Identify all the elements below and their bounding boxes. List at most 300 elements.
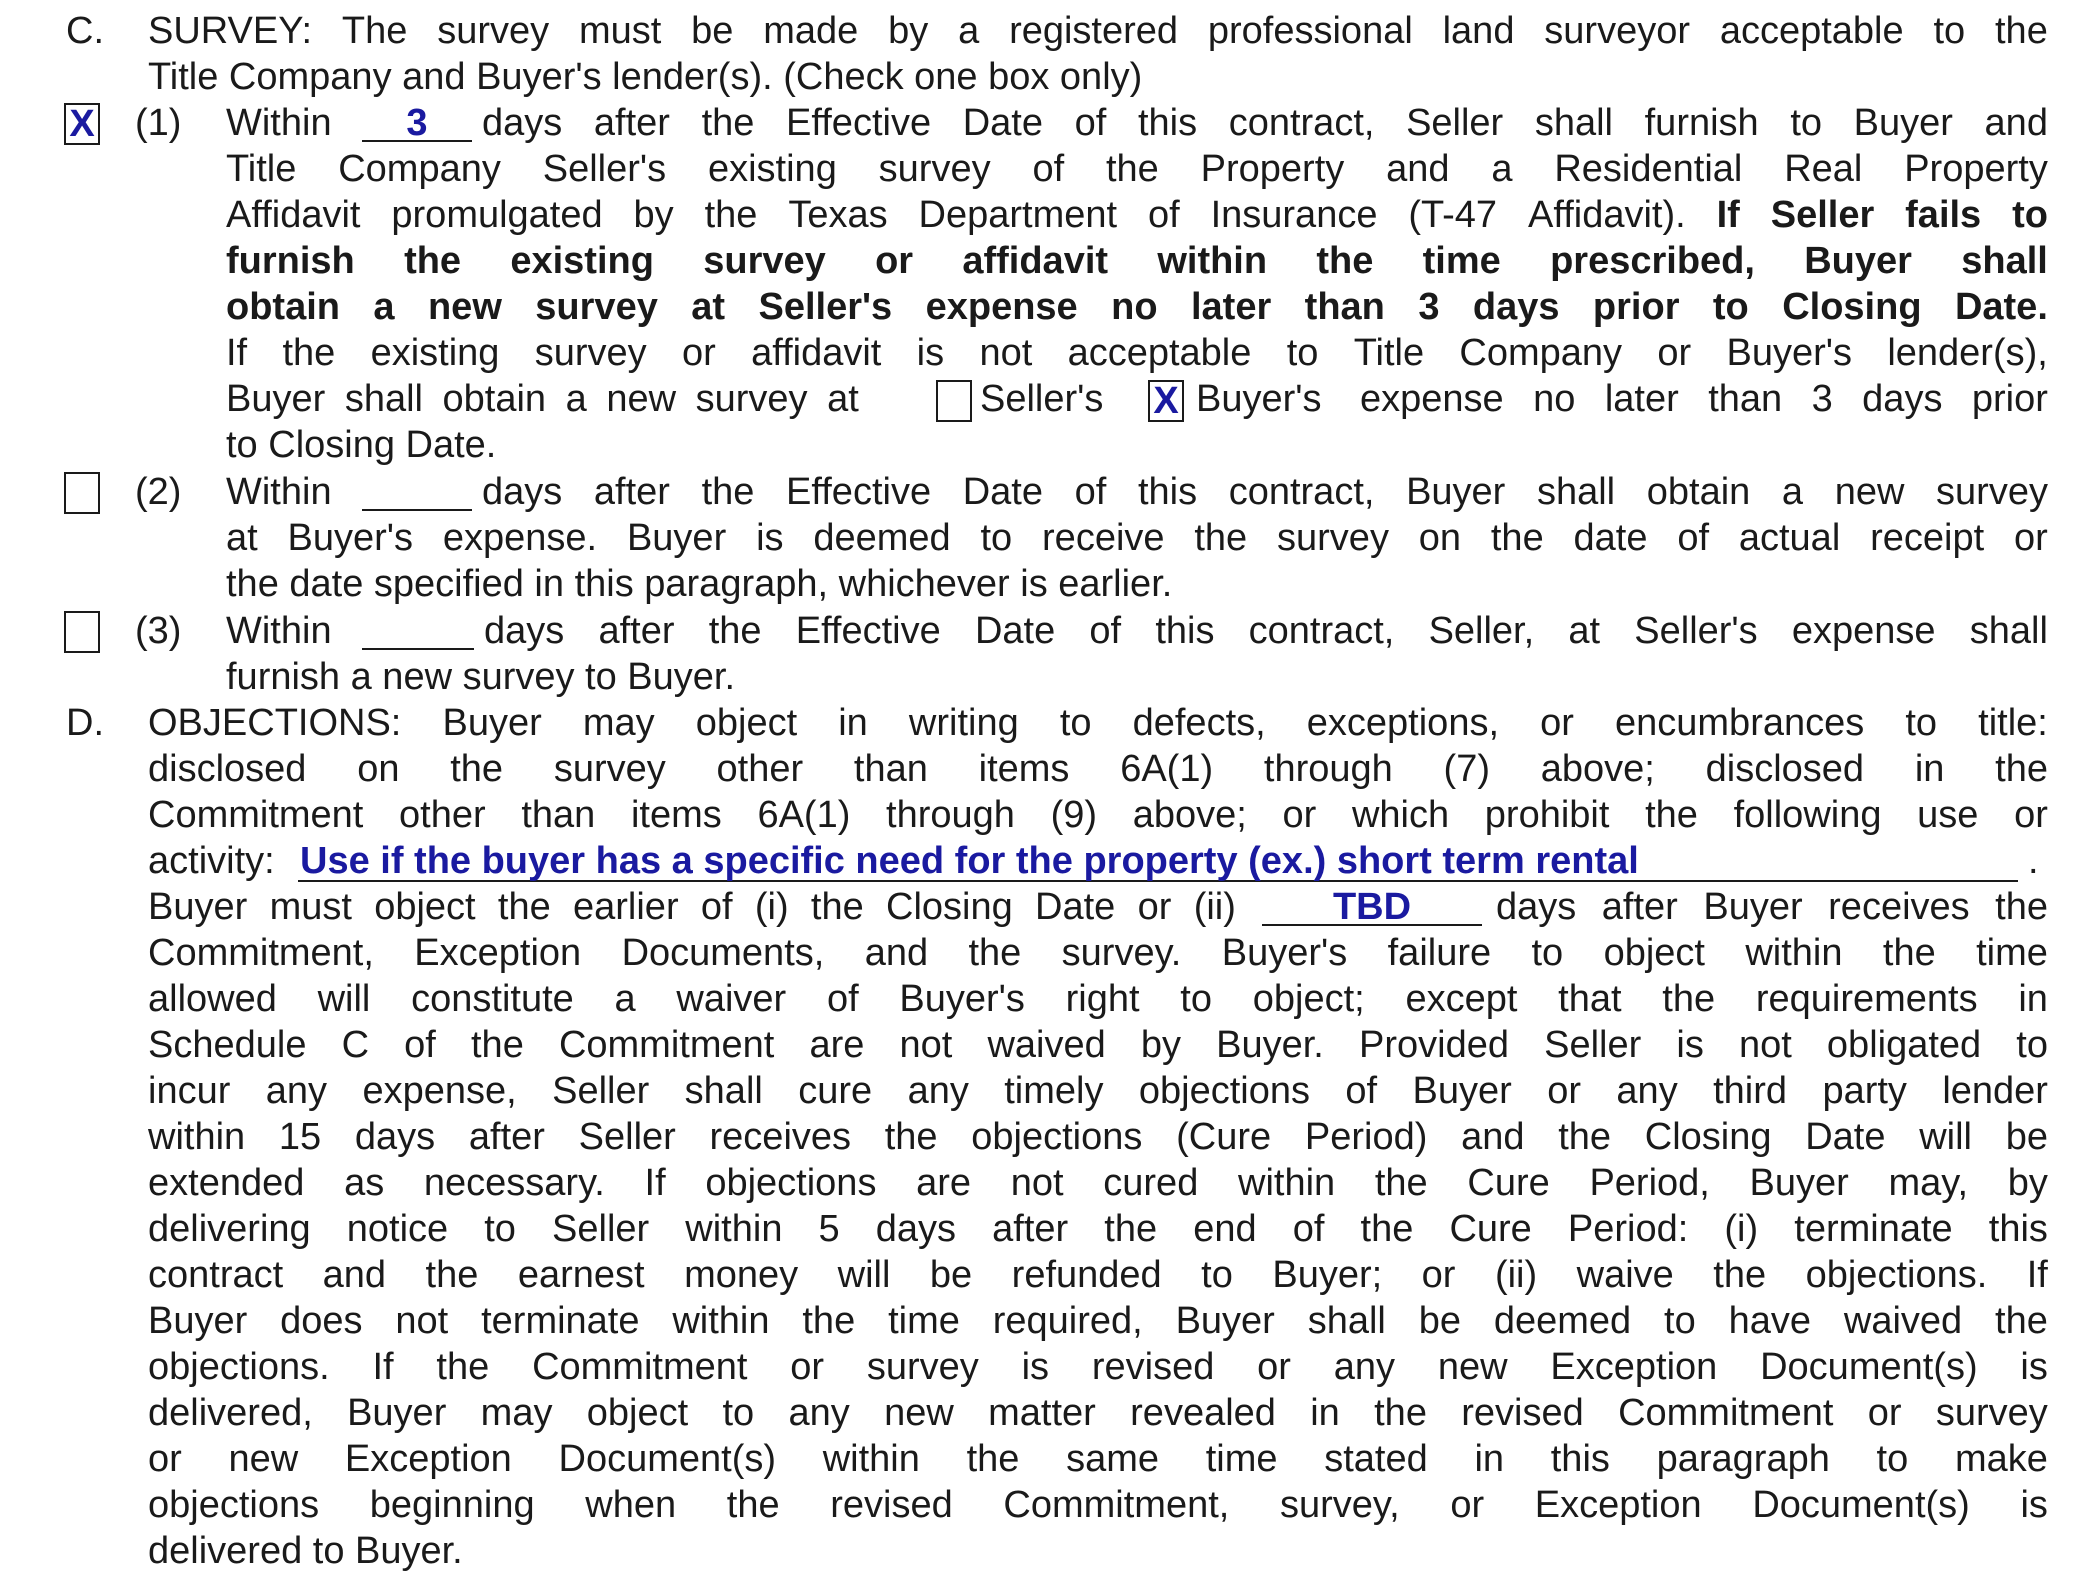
justified-text	[482, 469, 2048, 515]
word: 6A(1)	[757, 794, 851, 836]
word: the	[471, 1024, 524, 1066]
word: in	[1474, 1438, 1505, 1480]
word: the	[425, 1254, 479, 1296]
option-1-line-7	[0, 376, 2084, 422]
word: than	[1304, 286, 1385, 328]
word: the	[1360, 1208, 1414, 1250]
word: Affidavit	[226, 194, 361, 236]
word: necessary.	[423, 1162, 605, 1204]
word: no	[1533, 378, 1576, 420]
justified-text	[226, 146, 2048, 192]
word: a	[373, 286, 395, 328]
word: be	[1418, 1300, 1461, 1342]
word: within	[685, 1208, 783, 1250]
word: same	[1066, 1438, 1160, 1480]
word: new	[1834, 471, 1905, 513]
word: to	[1201, 1254, 1233, 1296]
word: expense	[925, 286, 1078, 328]
word: the	[1316, 240, 1374, 282]
justified-text	[1360, 376, 2048, 422]
word: incur	[148, 1070, 231, 1112]
word: Insurance	[1210, 194, 1378, 236]
justified-text	[148, 1344, 2048, 1390]
option-number: (2)	[135, 471, 182, 513]
word: of	[1292, 1208, 1325, 1250]
section-d-line-5	[0, 884, 2084, 930]
word: Cure	[1449, 1208, 1532, 1250]
word: cured	[1103, 1162, 1199, 1204]
paragraph-text: Title Company and Buyer's lender(s). (Check one box only)	[148, 56, 1143, 98]
word: as	[344, 1162, 385, 1204]
word: the	[1374, 1162, 1428, 1204]
section-letter: C.	[66, 10, 104, 52]
word: or	[1450, 1484, 1485, 1526]
word: Property	[1200, 148, 1345, 190]
word: made	[763, 10, 859, 52]
word: of	[404, 1024, 436, 1066]
word: days	[875, 1208, 957, 1250]
word: or	[1867, 1392, 1902, 1434]
word: survey	[703, 240, 826, 282]
word: of	[1074, 102, 1107, 144]
word: Documents,	[621, 932, 825, 974]
days-field[interactable]: 3	[362, 100, 472, 142]
word: the	[810, 886, 864, 928]
days-field[interactable]	[362, 608, 474, 650]
justified-text	[148, 1068, 2048, 1114]
justified-text	[482, 100, 2048, 146]
word: Affidavit).	[1527, 194, 1686, 236]
objection-days-field[interactable]: TBD	[1262, 884, 1482, 926]
word: of	[700, 886, 733, 928]
word: Department	[918, 194, 1118, 236]
word: or	[1421, 1254, 1456, 1296]
word: the	[1194, 517, 1248, 559]
word: no	[1111, 286, 1158, 328]
word: any	[265, 1070, 328, 1112]
word: If	[2026, 1254, 2048, 1296]
word: disclosed	[1705, 748, 1865, 790]
word: is	[916, 332, 945, 374]
word: contract,	[1248, 610, 1395, 652]
within-label: Within	[226, 610, 332, 652]
word: survey	[535, 286, 658, 328]
word: delivered,	[148, 1392, 313, 1434]
word: or	[1137, 886, 1172, 928]
word: Commitment	[558, 1024, 775, 1066]
word: (T-47	[1408, 194, 1498, 236]
option-1-line-6	[0, 330, 2084, 376]
section-d-body-line	[0, 1022, 2084, 1068]
justified-text	[148, 930, 2048, 976]
option-1-checkbox[interactable]: X	[64, 103, 100, 145]
section-d-line-3	[0, 792, 2084, 838]
word: Buyer	[1853, 102, 1953, 144]
word: except	[1405, 978, 1518, 1020]
section-d-body-line	[0, 930, 2084, 976]
word: any	[1616, 1070, 1678, 1112]
option-2-line-2	[0, 515, 2084, 561]
word: If	[226, 332, 248, 374]
word: furnish	[1644, 102, 1759, 144]
word: time	[1205, 1438, 1278, 1480]
word: Buyer	[148, 886, 248, 928]
word: allowed	[148, 978, 277, 1020]
word: at	[691, 286, 726, 328]
word: Seller	[578, 1116, 676, 1158]
word: and	[1984, 102, 2048, 144]
word: end	[1193, 1208, 1257, 1250]
word: obtain	[1646, 471, 1751, 513]
word: prior	[1592, 286, 1680, 328]
word: does	[280, 1300, 363, 1342]
word: to	[1876, 1438, 1909, 1480]
word: Closing	[1782, 286, 1922, 328]
word: will	[317, 978, 371, 1020]
word: waived	[1843, 1300, 1963, 1342]
justified-text	[226, 330, 2048, 376]
word: Exception	[344, 1438, 512, 1480]
word: this	[1137, 471, 1198, 513]
word: to	[1933, 10, 1966, 52]
justified-text	[148, 746, 2048, 792]
word: revised	[830, 1484, 953, 1526]
justified-text	[148, 1022, 2048, 1068]
word: (Cure	[1176, 1116, 1272, 1158]
word: cure	[798, 1070, 873, 1112]
word: receipt	[1870, 517, 1985, 559]
word: Effective	[795, 610, 941, 652]
word: contract,	[1228, 471, 1375, 513]
word: Effective	[786, 102, 932, 144]
word: waive	[1576, 1254, 1674, 1296]
word: the	[708, 610, 762, 652]
word: in	[1914, 748, 1945, 790]
word: to	[1286, 332, 1319, 374]
word: the	[884, 1116, 938, 1158]
option-3-line-2	[0, 654, 2084, 700]
word: SURVEY:	[148, 10, 313, 52]
word: of	[1345, 1070, 1378, 1112]
section-d-line-1	[0, 700, 2084, 746]
justified-text	[148, 700, 2048, 746]
word: following	[1733, 794, 1882, 836]
word: prior	[1971, 378, 2048, 420]
word: and	[1386, 148, 1450, 190]
word: (7)	[1443, 748, 1490, 790]
section-c-line-2	[0, 54, 2084, 100]
word: object	[586, 1392, 689, 1434]
word: not	[1010, 1162, 1064, 1204]
within-label: Within	[226, 102, 332, 144]
justified-text	[148, 1298, 2048, 1344]
word: money	[684, 1254, 799, 1296]
word: within	[822, 1438, 920, 1480]
word: Seller	[1770, 194, 1875, 236]
word: failure	[1387, 932, 1492, 974]
word: is	[2020, 1484, 2048, 1526]
word: Buyer's	[899, 978, 1025, 1020]
days-field[interactable]	[362, 469, 472, 511]
word: after	[593, 102, 670, 144]
word: later	[1190, 286, 1272, 328]
word: contract,	[1228, 102, 1375, 144]
word: survey	[1935, 1392, 2048, 1434]
word: Buyer	[1406, 471, 1506, 513]
word: stated	[1324, 1438, 1428, 1480]
justified-text	[226, 515, 2048, 561]
word: the	[1995, 1300, 2048, 1342]
option-1-line-1	[0, 100, 2084, 146]
word: If	[372, 1346, 394, 1388]
word: Seller's	[1634, 610, 1758, 652]
word: or	[790, 1346, 825, 1388]
word: Provided	[1359, 1024, 1509, 1066]
word: Buyer	[1703, 886, 1803, 928]
word: affidavit	[751, 332, 882, 374]
word: the	[497, 886, 551, 928]
word: of	[1677, 517, 1710, 559]
word: days	[1472, 286, 1560, 328]
word: other	[399, 794, 486, 836]
section-d-body-line	[0, 1390, 2084, 1436]
word: on	[357, 748, 400, 790]
word: Date	[1805, 1116, 1886, 1158]
word: Closing	[886, 886, 1013, 928]
word: at	[1568, 610, 1601, 652]
section-d-body-line	[0, 1114, 2084, 1160]
word: new	[1437, 1346, 1508, 1388]
word: existing	[707, 148, 837, 190]
word: may,	[1888, 1162, 1969, 1204]
word: within	[672, 1300, 770, 1342]
word: than	[521, 794, 596, 836]
word: or	[1282, 794, 1317, 836]
word: by	[1140, 1024, 1182, 1066]
section-d-body-line	[0, 1160, 2084, 1206]
word: refunded	[1011, 1254, 1162, 1296]
word: objections.	[1805, 1254, 1988, 1296]
word: (9)	[1050, 794, 1098, 836]
word: shall	[684, 1070, 763, 1112]
section-letter: D.	[66, 702, 104, 744]
word: terminate	[481, 1300, 640, 1342]
word: the	[701, 471, 755, 513]
word: to	[1180, 978, 1212, 1020]
word: Title	[226, 148, 297, 190]
word: Buyer	[1175, 1300, 1275, 1342]
justified-text	[148, 8, 2048, 54]
word: through	[886, 794, 1015, 836]
word: timely	[1004, 1070, 1104, 1112]
word: other	[716, 748, 804, 790]
word: of	[826, 978, 859, 1020]
word: obtain	[226, 286, 340, 328]
buyer-expense-label: Buyer's	[1196, 378, 1322, 420]
word: 3	[1418, 286, 1440, 328]
word: survey,	[1279, 1484, 1400, 1526]
word: shall	[1969, 610, 2048, 652]
word: Buyer's	[287, 517, 414, 559]
word: time	[1976, 932, 2048, 974]
word: survey	[1277, 517, 1389, 559]
word: any	[1333, 1346, 1396, 1388]
word: Residential	[1554, 148, 1743, 190]
word: Seller's	[542, 148, 667, 190]
word: shall	[1534, 102, 1613, 144]
word: to	[1531, 932, 1564, 974]
word: after	[1601, 886, 1678, 928]
word: days	[482, 102, 563, 144]
word: Schedule	[148, 1024, 307, 1066]
section-c-line-1	[0, 8, 2084, 54]
word: Closing	[1644, 1116, 1772, 1158]
word: survey	[1936, 471, 2048, 513]
justified-text	[148, 1482, 2048, 1528]
word: object	[374, 886, 476, 928]
word: within	[1745, 932, 1843, 974]
word: in	[838, 702, 868, 744]
word: obligated	[1826, 1024, 1982, 1066]
section-d-body-line	[0, 1206, 2084, 1252]
word: Document(s)	[1760, 1346, 1978, 1388]
word: actual	[1738, 517, 1841, 559]
word: Buyer;	[1272, 1254, 1383, 1296]
word: to	[1059, 702, 1092, 744]
word: object;	[1252, 978, 1365, 1020]
word: to	[1712, 286, 1749, 328]
option-1-line-5	[0, 284, 2084, 330]
word: use	[1917, 794, 1979, 836]
word: the	[450, 748, 504, 790]
word: have	[1728, 1300, 1812, 1342]
word: object	[695, 702, 798, 744]
word: and	[322, 1254, 387, 1296]
word: days	[482, 471, 563, 513]
word: to	[1905, 702, 1938, 744]
word: notice	[346, 1208, 449, 1250]
word: Effective	[786, 471, 932, 513]
word: be	[691, 10, 734, 52]
word: deemed	[813, 517, 951, 559]
word: Buyer	[626, 517, 727, 559]
word: Date	[1035, 886, 1116, 928]
word: a	[958, 10, 980, 52]
buyer-expense-checkbox[interactable]: X	[1148, 380, 1184, 422]
word: third	[1713, 1070, 1788, 1112]
word: days	[1496, 886, 1577, 928]
section-d-line-2	[0, 746, 2084, 792]
word: by	[888, 10, 929, 52]
word: prohibit	[1484, 794, 1610, 836]
word: make	[1954, 1438, 2048, 1480]
word: must	[269, 886, 352, 928]
word: items	[630, 794, 722, 836]
word: of	[1032, 148, 1065, 190]
word: Commitment	[148, 794, 364, 836]
word: which	[1351, 794, 1450, 836]
word: furnish	[226, 240, 355, 282]
justified-text	[148, 1252, 2048, 1298]
word: to	[1790, 102, 1823, 144]
word: or	[875, 240, 914, 282]
word: within	[148, 1116, 246, 1158]
word: earnest	[517, 1254, 645, 1296]
word: lender(s),	[1887, 332, 2048, 374]
word: (ii)	[1193, 886, 1236, 928]
word: Buyer	[1412, 1070, 1512, 1112]
word: to	[722, 1392, 755, 1434]
word: or	[681, 332, 716, 374]
word: professional	[1207, 10, 1413, 52]
word: that	[1558, 978, 1622, 1020]
option-1-line-4	[0, 238, 2084, 284]
justified-text	[148, 1206, 2048, 1252]
justified-text	[226, 284, 2048, 330]
word: Seller	[552, 1070, 650, 1112]
prohibited-use-value: Use if the buyer has a specific need for the property (ex.) short term rental	[300, 840, 1639, 882]
justified-text	[148, 1114, 2048, 1160]
word: expense	[1791, 610, 1936, 652]
word: Date.	[1954, 286, 2048, 328]
word: a	[1781, 471, 1804, 513]
word: objections	[148, 1484, 320, 1526]
word: Commitment,	[148, 932, 374, 974]
within-label: Within	[226, 471, 332, 513]
word: a	[1491, 148, 1513, 190]
word: survey.	[1061, 932, 1182, 974]
word: items	[978, 748, 1070, 790]
paragraph-text: furnish a new survey to Buyer.	[226, 656, 736, 698]
seller-expense-checkbox[interactable]	[936, 380, 972, 422]
word: later	[1604, 378, 1679, 420]
word: objections.	[148, 1346, 330, 1388]
word: survey	[437, 10, 550, 52]
word: the	[1374, 1392, 1427, 1434]
word: or	[1547, 1070, 1582, 1112]
word: Commitment	[532, 1346, 748, 1388]
word: Period,	[1589, 1162, 1710, 1204]
word: through	[1263, 748, 1393, 790]
word: the	[1558, 1116, 1612, 1158]
word: acceptable	[1719, 10, 1904, 52]
word: Seller	[552, 1208, 650, 1250]
word: constitute	[411, 978, 574, 1020]
word: Buyer	[1804, 240, 1912, 282]
word: to	[1664, 1300, 1696, 1342]
word: land	[1442, 10, 1515, 52]
word: expense	[1360, 378, 1504, 420]
option-2-line-1	[0, 469, 2084, 515]
word: delivering	[148, 1208, 311, 1250]
word: not	[899, 1024, 953, 1066]
word: Seller's	[758, 286, 893, 328]
word: or	[1657, 332, 1692, 374]
word: promulgated	[391, 194, 603, 236]
word: required,	[992, 1300, 1143, 1342]
word: receives	[1828, 886, 1970, 928]
word: above;	[1540, 748, 1655, 790]
word: new	[884, 1392, 954, 1434]
word: title:	[1978, 702, 2048, 744]
option-number: (1)	[135, 102, 182, 144]
section-d-body-line	[0, 1298, 2084, 1344]
word: Date	[962, 471, 1043, 513]
word: or	[2013, 517, 2048, 559]
word: new	[427, 286, 502, 328]
word: Buyer	[442, 702, 542, 744]
word: the	[1104, 1208, 1158, 1250]
